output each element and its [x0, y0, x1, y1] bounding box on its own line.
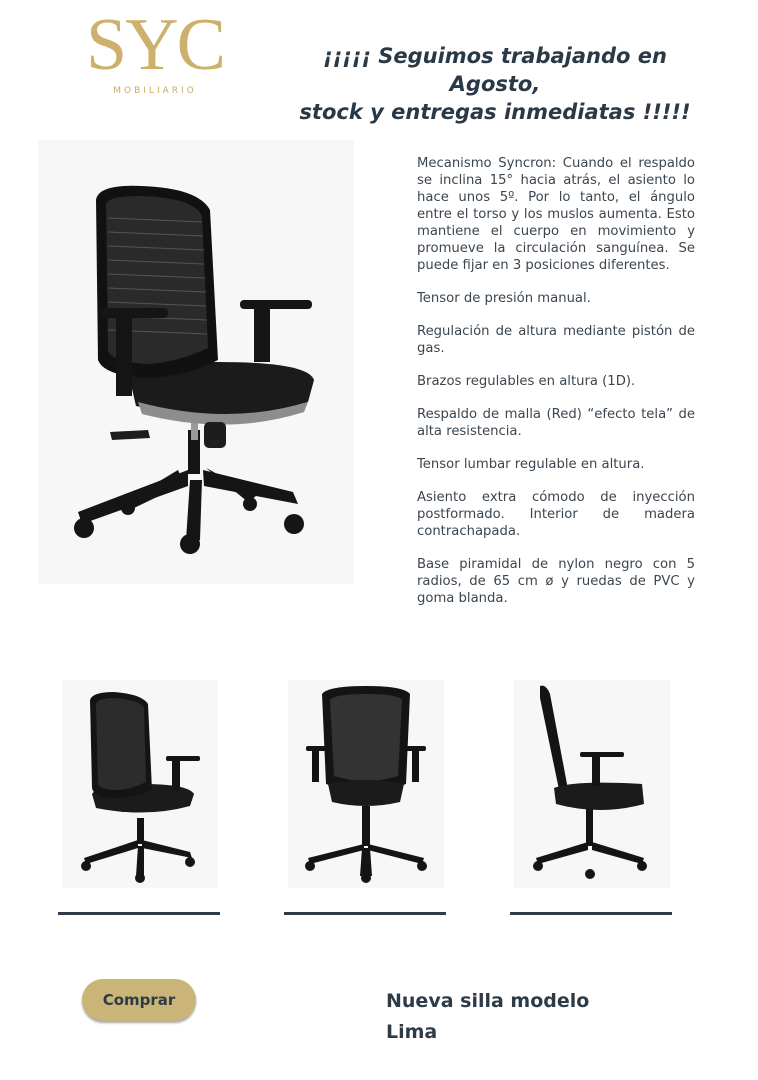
feature-item: Regulación de altura mediante pistón de gas. — [417, 324, 695, 356]
thumbnail-side[interactable] — [514, 680, 670, 888]
thumbnail-three-quarter[interactable] — [62, 680, 218, 888]
feature-list — [417, 155, 695, 623]
feature-item: Tensor lumbar regulable en altura. — [417, 457, 645, 472]
thumbnail-underline — [58, 912, 220, 915]
feature-item: Asiento extra cómodo de inyección postformado. Interior de madera contrachapada. — [417, 490, 695, 539]
feature-item: Brazos regulables en altura (1D). — [417, 374, 636, 389]
feature-item: Mecanismo Syncron: Cuando el respaldo se inclina 15° hacia atrás, el asiento lo hace unos 5º. Por lo tanto, el ángulo entre el torso y los muslos aumenta. Esto mantiene el cuerpo en movimiento y promueve la circulación sanguínea. Se puede fijar en 3 posiciones diferentes. — [417, 156, 695, 273]
model-title — [386, 986, 626, 1048]
office-chair-image — [38, 140, 354, 584]
logo-subtitle: MOBILIARIO — [113, 86, 197, 96]
feature-item: Respaldo de malla (Red) “efecto tela” de alta resistencia. — [417, 407, 695, 439]
office-chair-image — [288, 680, 444, 888]
model-title-line-1: Nueva silla modelo — [386, 990, 590, 1012]
logo-mark: SYC — [86, 4, 224, 86]
main-product-image — [38, 140, 354, 584]
office-chair-image — [514, 680, 670, 888]
feature-item: Base piramidal de nylon negro con 5 radios, de 65 cm ø y ruedas de PVC y goma blanda. — [417, 557, 695, 606]
office-chair-image — [62, 680, 218, 888]
headline-line-2: stock y entregas inmediatas !!!!! — [299, 100, 691, 124]
headline-line-1: ¡¡¡¡¡ Seguimos trabajando en Agosto, — [323, 44, 667, 96]
brand-logo — [70, 4, 240, 100]
feature-item: Tensor de presión manual. — [417, 291, 591, 306]
buy-button[interactable]: Comprar — [82, 979, 196, 1021]
thumbnail-underline — [284, 912, 446, 915]
thumbnail-front[interactable] — [288, 680, 444, 888]
thumbnail-underline — [510, 912, 672, 915]
headline — [280, 42, 710, 126]
model-title-line-2: Lima — [386, 1021, 438, 1043]
